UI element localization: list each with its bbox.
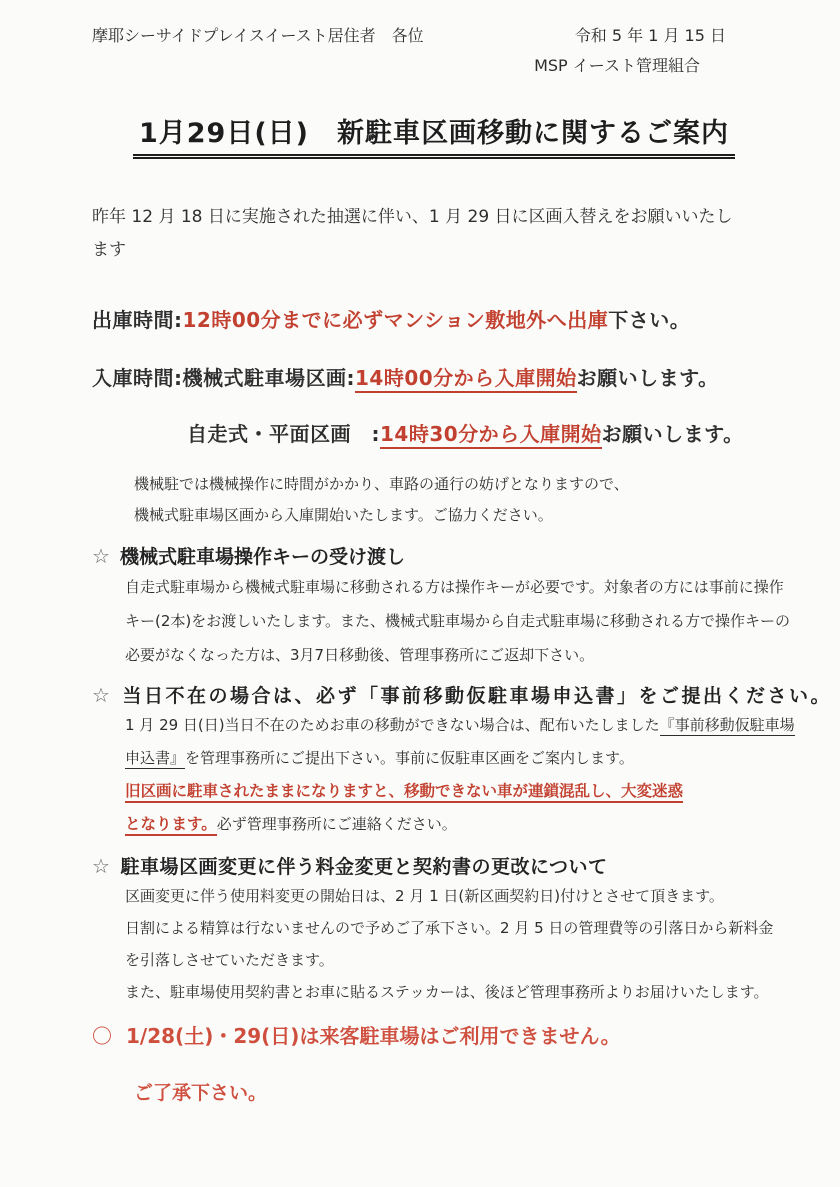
entry-mechanical-highlight: 14時00分から入庫開始	[355, 366, 577, 393]
entry-time-mechanical-line	[92, 365, 776, 391]
section-absent-heading	[92, 682, 832, 709]
underlined-form-name-part2: 申込書』	[125, 749, 186, 767]
section-fee-change-heading	[92, 853, 776, 880]
body-line: を引落しさせていただきます。	[125, 951, 334, 969]
body-line: また、駐車場使用契約書とお車に貼るステッカーは、後ほど管理事務所よりお届けいたします。	[125, 983, 769, 1001]
visitor-parking-notice	[92, 1022, 776, 1050]
body-line: 日割による精算は行ないませんので予めご了承下さい。2 月 5 日の管理費等の引落日から新料金	[125, 919, 774, 937]
header-right-block	[534, 25, 726, 77]
body-line: 自走式駐車場から機械式駐車場に移動される方は操作キーが必要です。対象者の方には事前に操作	[125, 578, 784, 596]
entry-time-flat-line	[187, 421, 776, 447]
closing-line: ご了承下さい。	[134, 1082, 268, 1104]
star-icon: ☆	[92, 544, 110, 568]
departure-time-line	[92, 307, 776, 333]
entry-flat-highlight: 14時30分から入庫開始	[380, 422, 602, 449]
departure-label: 出庫時間:	[92, 308, 183, 332]
body-text: を管理事務所にご提出下さい。事前に仮駐車区画をご案内します。	[185, 749, 634, 767]
entry-mechanical-label: 入庫時間:機械式駐車場区画:	[92, 366, 355, 390]
section-absent	[92, 682, 832, 841]
star-icon: ☆	[92, 854, 111, 878]
body-text: 1 月 29 日(日)当日不在のためお車の移動ができない場合は、配布いたしました	[125, 716, 660, 734]
star-icon: ☆	[92, 683, 113, 707]
section-fee-change	[92, 853, 776, 1008]
section-absent-body	[125, 709, 795, 841]
section-key-handover-heading	[92, 543, 776, 570]
notice-title: 1月29日(日) 新駐車区画移動に関するご案内	[133, 111, 735, 159]
issue-date: 令和 5 年 1 月 15 日	[574, 26, 726, 45]
schedule-notes	[134, 469, 776, 531]
entry-flat-label: 自走式・平面区画 :	[187, 422, 380, 446]
body-line: 区画変更に伴う使用料変更の開始日は、2 月 1 日(新区画契約日)付けとさせて頂きます。	[125, 887, 724, 905]
section-key-handover-body	[125, 570, 791, 672]
body-line: キー(2本)をお渡しいたします。また、機械式駐車場から自走式駐車場に移動される方で操作キーの	[125, 612, 791, 630]
section-heading-text: 駐車場区画変更に伴う料金変更と契約書の更改について	[120, 856, 608, 878]
organization-name: MSP イースト管理組合	[534, 56, 700, 75]
body-line	[125, 709, 795, 742]
entry-mechanical-suffix: お願いします。	[576, 366, 719, 390]
body-text: 必ず管理事務所にご連絡ください。	[216, 815, 457, 833]
schedule-note-line-2: 機械式駐車場区画から入庫開始いたします。ご協力ください。	[134, 506, 553, 524]
intro-line-2: ます	[92, 240, 126, 260]
document-header	[92, 25, 776, 77]
intro-paragraph	[92, 201, 776, 267]
circle-bullet-icon: 〇	[92, 1024, 112, 1048]
departure-suffix: 下さい。	[608, 308, 691, 332]
title-block	[92, 111, 776, 159]
underlined-form-name-part1: 『事前移動仮駐車場	[659, 716, 795, 734]
visitor-parking-notice-text: 1/28(土)・29(日)は来客駐車場はご利用できません。	[126, 1024, 621, 1048]
body-line: 必要がなくなった方は、3月7日移動後、管理事務所にご返却下さい。	[125, 646, 595, 664]
recipient-line: 摩耶シーサイドプレイスイースト居住者 各位	[92, 26, 424, 45]
body-line	[125, 742, 776, 775]
section-fee-change-body	[125, 880, 776, 1008]
section-heading-text: 機械式駐車場操作キーの受け渡し	[119, 546, 405, 568]
warning-line-2	[125, 808, 776, 841]
section-key-handover	[92, 543, 791, 672]
warning-text: 旧区画に駐車されたままになりますと、移動できない車が連鎖混乱し、大変迷惑	[125, 782, 683, 803]
intro-line-1: 昨年 12 月 18 日に実施された抽選に伴い、1 月 29 日に区画入替えをお願いいたし	[92, 207, 733, 227]
departure-highlight: 12時00分までに必ずマンション敷地外へ出庫	[182, 308, 609, 332]
warning-text: となります。	[125, 815, 217, 836]
schedule-note-line-1: 機械駐では機械操作に時間がかかり、車路の通行の妨げとなりますので、	[134, 475, 629, 493]
entry-flat-suffix: お願いします。	[601, 422, 744, 446]
warning-line-1	[125, 775, 776, 808]
section-heading-text: 当日不在の場合は、必ず「事前移動仮駐車場申込書」をご提出ください。	[122, 685, 832, 707]
